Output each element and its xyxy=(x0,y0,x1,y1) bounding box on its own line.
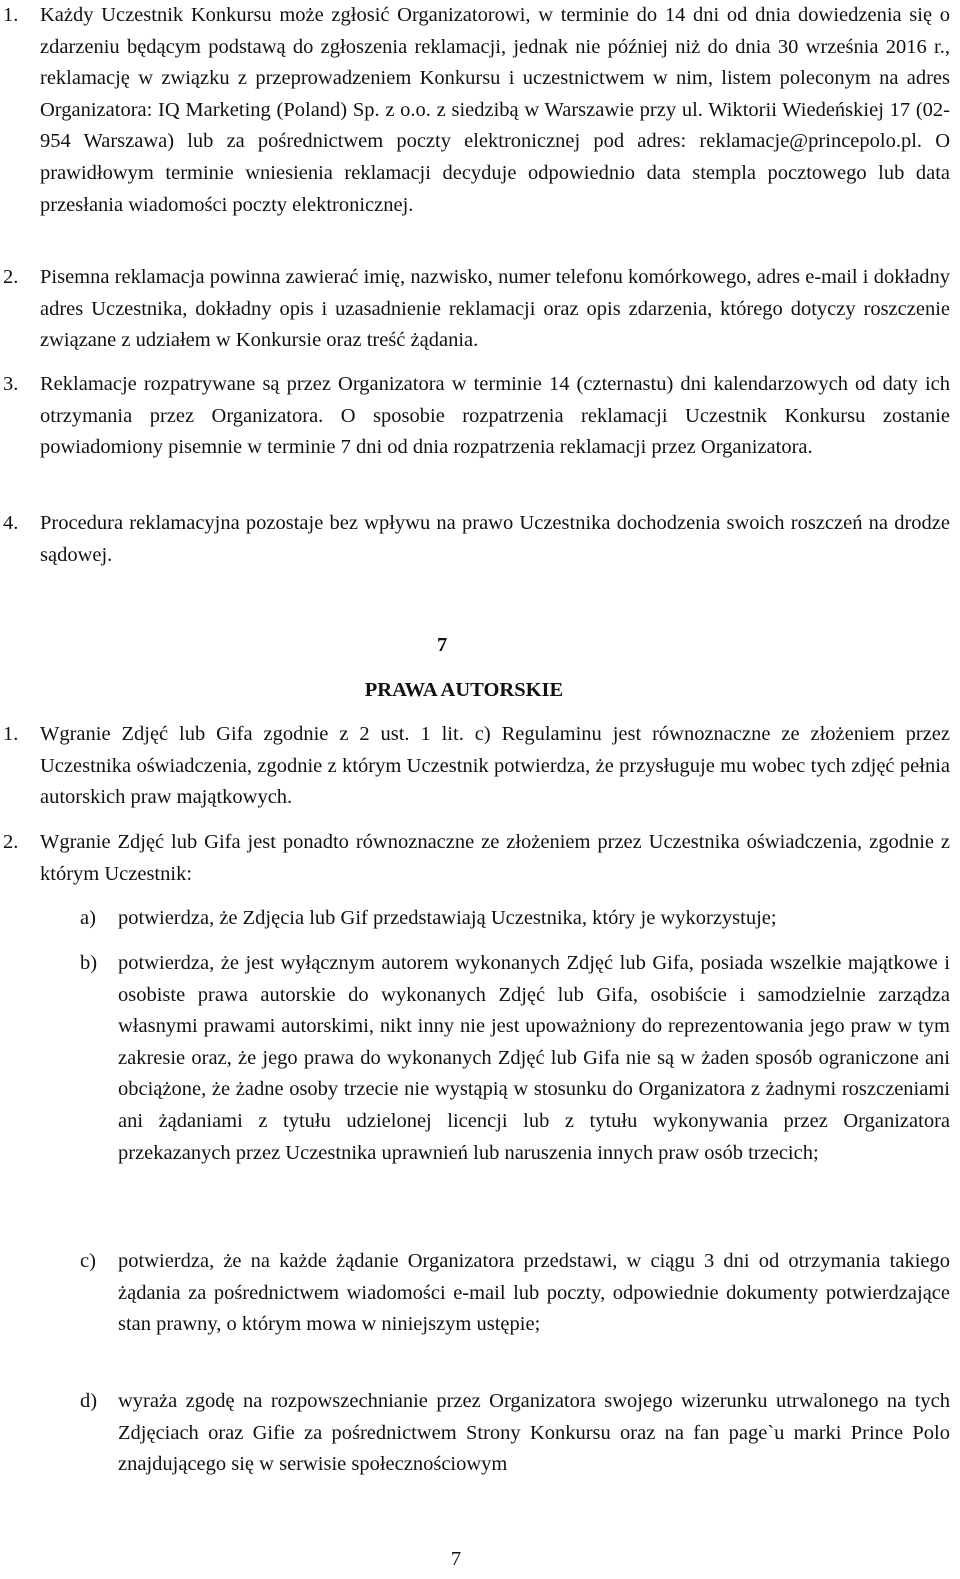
subitem-label: b) xyxy=(80,952,98,974)
page-number: 7 xyxy=(450,1548,462,1570)
item-text: Każdy Uczestnik Konkursu może zgłosić Organizatorowi, w terminie do 14 dni od dnia dowiedzenia się o zdarzeniu będącym podstawą do zgłoszenia reklamacji, jednak nie później niż do dnia 30 września 2016 r., reklamację w związku z przeprowadzeniem Konkursu i uczestnictwem w nim, listem poleconym na adres Organizatora: IQ Marketing (Poland) Sp. z o.o. z siedzibą w Warszawie przy ul. Wiktorii Wiedeńskiej 17 (02-954 Warszawa) lub za pośrednictwem poczty elektronicznej pod adres: reklamacje@princepolo.pl. O prawidłowym terminie wniesienia reklamacji decyduje odpowiednio data stempla pocztowego lub data przesłania wiadomości poczty elektronicznej. xyxy=(40,4,950,216)
subitem-text: potwierdza, że Zdjęcia lub Gif przedstawiają Uczestnika, który je wykorzystuje; xyxy=(118,907,777,929)
subitem-text: potwierdza, że jest wyłącznym autorem wykonanych Zdjęć lub Gifa, posiada wszelkie majątkowe i osobiste prawa autorskie do wykonanych Zdjęć lub Gifa, osobiście i samodzielnie zarządza własnymi prawami autorskimi, nikt inny nie jest upoważniony do reprezentowania jego praw w tym zakresie oraz, że jego prawa do wykonanych Zdjęć lub Gifa nie są w żaden sposób ograniczone ani obciążone, że żadne osoby trzecie nie wystąpią w stosunku do Organizatora z żadnymi roszczeniami ani żądaniami z tytułu udzielonej licencji lub z tytułu wykonywania przez Organizatora przekazanych przez Uczestnika uprawnień lub naruszenia innych praw osób trzecich; xyxy=(118,952,950,1164)
copyright-item-2 xyxy=(0,827,950,890)
complaint-item-4 xyxy=(0,508,950,571)
subitem-c xyxy=(0,1246,950,1341)
complaint-item-3 xyxy=(0,369,950,464)
item-text: Procedura reklamacyjna pozostaje bez wpływu na prawo Uczestnika dochodzenia swoich roszczeń na drodze sądowej. xyxy=(40,512,950,566)
subitem-text: potwierdza, że na każde żądanie Organizatora przedstawi, w ciągu 3 dni od otrzymania takiego żądania za pośrednictwem wiadomości e-mail lub poczty, odpowiednie dokumenty potwierdzające stan prawny, o którym mowa w niniejszym ustępie; xyxy=(118,1250,950,1336)
subitem-label: d) xyxy=(80,1390,98,1412)
item-text: Wgranie Zdjęć lub Gifa zgodnie z 2 ust. 1 lit. c) Regulaminu jest równoznaczne ze złożeniem przez Uczestnika oświadczenia, zgodnie z którym Uczestnik potwierdza, że przysługuje mu wobec tych zdjęć pełnia autorskich praw majątkowych. xyxy=(40,723,950,809)
section-number: 7 xyxy=(437,634,448,656)
subitem-d xyxy=(0,1386,950,1481)
subitem-label: c) xyxy=(80,1250,96,1272)
section-title: PRAWA AUTORSKIE xyxy=(364,679,564,701)
item-number: 1. xyxy=(3,723,19,745)
subitem-b xyxy=(0,948,950,1169)
subitem-a xyxy=(0,903,950,935)
subitem-text: wyraża zgodę na rozpowszechnianie przez Organizatora swojego wizerunku utrwalonego na tych Zdjęciach oraz Gifie za pośrednictwem Strony Konkursu oraz na fan page`u marki Prince Polo znajdującego się w serwisie społecznościowym xyxy=(118,1390,950,1476)
item-number: 2. xyxy=(3,266,19,288)
complaint-item-2 xyxy=(0,262,950,357)
item-number: 3. xyxy=(3,373,19,395)
item-text: Pisemna reklamacja powinna zawierać imię, nazwisko, numer telefonu komórkowego, adres e-mail i dokładny adres Uczestnika, dokładny opis i uzasadnienie reklamacji oraz opis zdarzenia, którego dotyczy roszczenie związane z udziałem w Konkursie oraz treść żądania. xyxy=(40,266,950,352)
item-number: 1. xyxy=(3,4,19,26)
item-text: Reklamacje rozpatrywane są przez Organizatora w terminie 14 (czternastu) dni kalendarzowych od daty ich otrzymania przez Organizatora. O sposobie rozpatrzenia reklamacji Uczestnik Konkursu zostanie powiadomiony pisemnie w terminie 7 dni od dnia rozpatrzenia reklamacji przez Organizatora. xyxy=(40,373,950,459)
subitem-label: a) xyxy=(80,907,96,929)
item-text: Wgranie Zdjęć lub Gifa jest ponadto równoznaczne ze złożeniem przez Uczestnika oświadczenia, zgodnie z którym Uczestnik: xyxy=(40,831,950,885)
complaint-item-1 xyxy=(0,0,950,221)
copyright-item-1 xyxy=(0,719,950,814)
item-number: 4. xyxy=(3,512,19,534)
item-number: 2. xyxy=(3,831,19,853)
